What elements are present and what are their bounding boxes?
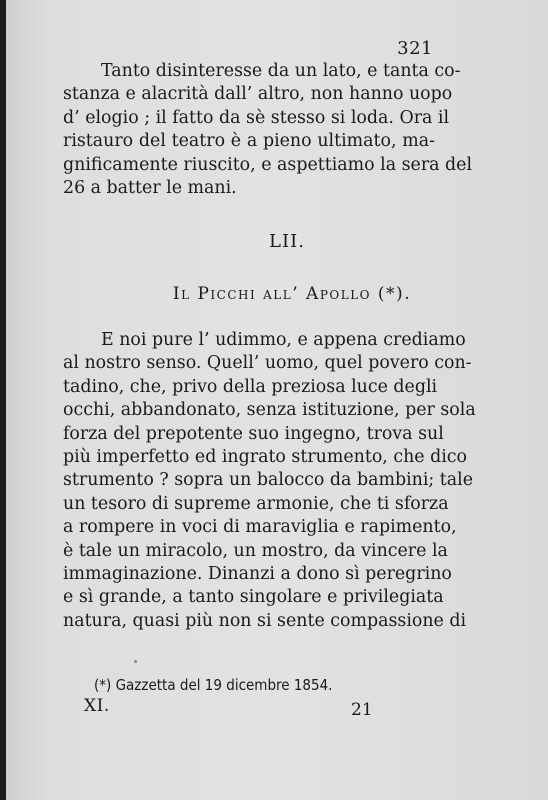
text-line: natura, quasi più non si sente compassione di (63, 610, 467, 631)
text-line: gnificamente riuscito, e aspettiamo la sera del (63, 154, 473, 175)
section-title: Il Picchi all’ Apollo (*). (172, 284, 412, 304)
page-number: 321 (397, 38, 433, 59)
text-line: E noi pure l’ udimmo, e appena crediamo (101, 330, 466, 350)
ink-speck (134, 660, 137, 663)
text-line: strumento ? sopra un balocco da bambini; tale (63, 470, 473, 491)
text-line: immaginazione. Dinanzi a dono sì peregrino (63, 564, 452, 585)
text-line: ristauro del teatro è a pieno ultimato, ma- (63, 131, 435, 152)
sheet-number: 21 (351, 700, 373, 720)
text-line: 26 a batter le mani. (63, 178, 237, 199)
paragraph-2 (63, 329, 476, 633)
text-line: al nostro senso. Quell’ uomo, quel povero con- (63, 353, 472, 374)
text-line: un tesoro di supreme armonie, che ti sforza (63, 493, 449, 514)
text-line: e sì grande, a tanto singolare e privilegiata (63, 587, 444, 608)
footnote: (*) Gazzetta del 19 dicembre 1854. (94, 676, 333, 694)
text-line: forza del prepotente suo ingegno, trova sul (63, 423, 444, 444)
text-line: Tanto disinteresse da un lato, e tanta co- (101, 61, 461, 81)
section-number: LII. (269, 231, 305, 252)
text-line: d’ elogio ; il fatto da sè stesso si loda. Ora il (63, 107, 450, 128)
text-line: tadino, che, privo della preziosa luce degli (63, 376, 438, 397)
signature-mark: XI. (84, 696, 110, 716)
text-line: occhi, abbandonato, senza istituzione, per sola (63, 400, 476, 421)
text-line: è tale un miracolo, un mostro, da vincere la (63, 540, 448, 561)
book-page (6, 0, 548, 800)
text-line: a rompere in voci di maraviglia e rapimento, (63, 517, 457, 538)
text-line: stanza e alacrità dall’ altro, non hanno uopo (63, 84, 453, 105)
paragraph-1 (63, 60, 473, 200)
text-line: più imperfetto ed ingrato strumento, che dico (63, 447, 468, 468)
